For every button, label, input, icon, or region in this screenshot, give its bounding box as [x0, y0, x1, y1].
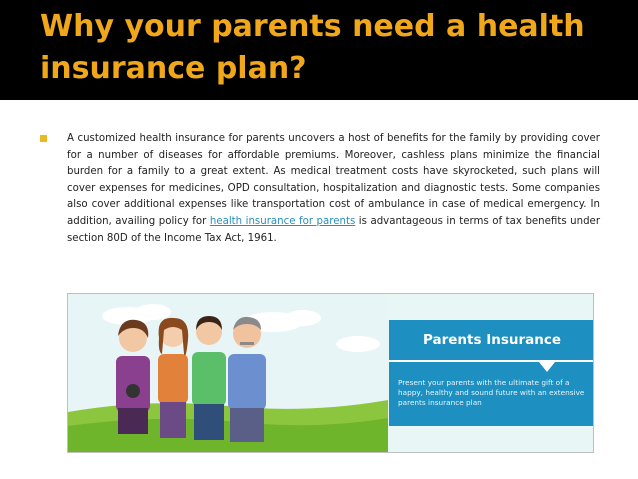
bullet-paragraph [67, 131, 600, 247]
grandfather-figure [228, 317, 266, 442]
grandmother-figure [116, 320, 150, 434]
paragraph-text-end: is advantageous in terms of tax benefits under section 80D of the Income Tax Act, 1961. [67, 215, 601, 244]
health-insurance-link[interactable]: health insurance for parents [209, 215, 356, 227]
banner-divider [389, 360, 594, 362]
info-panel [389, 320, 594, 426]
pointer-triangle-icon [539, 362, 555, 372]
bullet-square-icon [40, 135, 47, 142]
banner-heading: Parents Insurance [422, 332, 562, 348]
parents-insurance-banner [67, 293, 594, 453]
family-illustration [68, 294, 388, 452]
banner-tagline: Present your parents with the ultimate gift of a happy, healthy and sound future with an extensive parents insurance plan [398, 378, 585, 407]
young-man-figure [192, 316, 226, 440]
title-bar [0, 0, 638, 100]
slide-title: Why your parents need a health insurance plan? [40, 9, 585, 86]
paragraph-text-start: A customized health insurance for parents uncovers a host of benefits for the family by providing cover for a number of diseases for affordable premiums. Moreover, cashless plans minimize the financial burden for a family to a great extent. As medical treatment costs have skyrocketed, such plans will cover expenses for medicines, OPD consultation, hospitalization and diagnostic tests. Some companies also cover additional expenses like transportation cost of ambulance in case of medical emergency. In addition, availing policy for [67, 133, 600, 227]
young-woman-figure [158, 318, 188, 438]
